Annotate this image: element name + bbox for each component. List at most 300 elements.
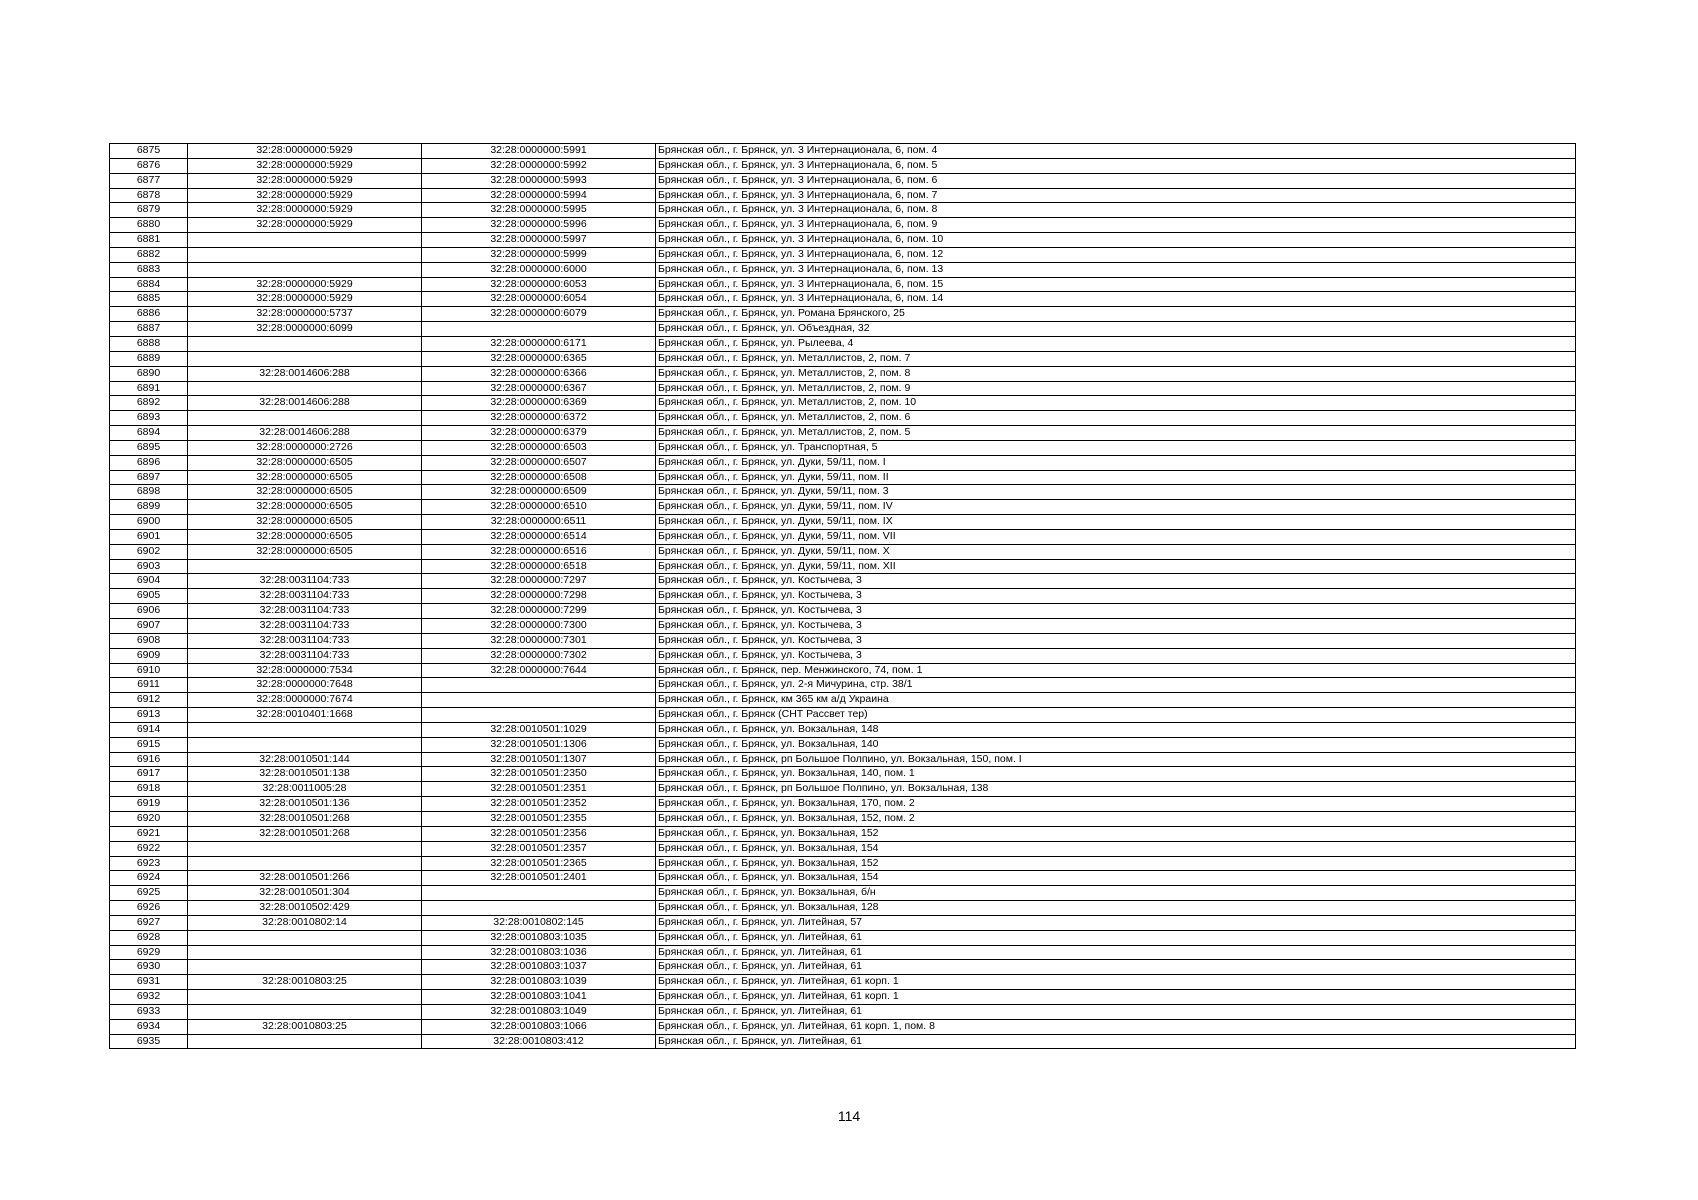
row-number-cell: 6886	[110, 307, 188, 322]
parcel-number-cell: 32:28:0000000:6505	[188, 470, 422, 485]
object-number-cell: 32:28:0000000:7644	[422, 663, 656, 678]
address-cell: Брянская обл., г. Брянск, ул. Дуки, 59/11, пом. XII	[656, 559, 1576, 574]
object-number-cell	[422, 708, 656, 723]
row-number-cell: 6906	[110, 604, 188, 619]
parcel-number-cell: 32:28:0000000:6505	[188, 529, 422, 544]
address-cell: Брянская обл., г. Брянск, ул. Металлистов, 2, пом. 9	[656, 381, 1576, 396]
object-number-cell: 32:28:0000000:5993	[422, 173, 656, 188]
row-number-cell: 6905	[110, 589, 188, 604]
address-cell: Брянская обл., г. Брянск, ул. Дуки, 59/11, пом. X	[656, 544, 1576, 559]
object-number-cell: 32:28:0000000:6511	[422, 515, 656, 530]
address-cell: Брянская обл., г. Брянск, рп Большое Полпино, ул. Вокзальная, 138	[656, 782, 1576, 797]
table-row	[110, 426, 1576, 441]
row-number-cell: 6935	[110, 1034, 188, 1049]
table-row	[110, 381, 1576, 396]
parcel-number-cell: 32:28:0031104:733	[188, 633, 422, 648]
address-cell: Брянская обл., г. Брянск, ул. Транспортная, 5	[656, 440, 1576, 455]
table-row	[110, 292, 1576, 307]
row-number-cell: 6914	[110, 722, 188, 737]
table-row	[110, 188, 1576, 203]
cadastral-table	[109, 143, 1576, 1049]
parcel-number-cell: 32:28:0000000:6505	[188, 500, 422, 515]
address-cell: Брянская обл., г. Брянск, ул. Костычева, 3	[656, 619, 1576, 634]
object-number-cell: 32:28:0010803:1041	[422, 990, 656, 1005]
parcel-number-cell: 32:28:0000000:2726	[188, 440, 422, 455]
row-number-cell: 6911	[110, 678, 188, 693]
row-number-cell: 6903	[110, 559, 188, 574]
table-row	[110, 648, 1576, 663]
object-number-cell: 32:28:0000000:6503	[422, 440, 656, 455]
object-number-cell: 32:28:0000000:6367	[422, 381, 656, 396]
table-row	[110, 693, 1576, 708]
object-number-cell: 32:28:0000000:6079	[422, 307, 656, 322]
table-row	[110, 366, 1576, 381]
object-number-cell: 32:28:0010803:1035	[422, 930, 656, 945]
page-number: 114	[837, 1108, 861, 1124]
object-number-cell: 32:28:0000000:6510	[422, 500, 656, 515]
row-number-cell: 6879	[110, 203, 188, 218]
table-row	[110, 158, 1576, 173]
address-cell: Брянская обл., г. Брянск, ул. Объездная, 32	[656, 322, 1576, 337]
parcel-number-cell: 32:28:0014606:288	[188, 396, 422, 411]
object-number-cell: 32:28:0000000:6171	[422, 336, 656, 351]
table-row	[110, 307, 1576, 322]
row-number-cell: 6896	[110, 455, 188, 470]
address-cell: Брянская обл., г. Брянск, ул. Литейная, 61	[656, 945, 1576, 960]
parcel-number-cell: 32:28:0000000:5929	[188, 218, 422, 233]
object-number-cell	[422, 693, 656, 708]
address-cell: Брянская обл., г. Брянск, ул. Вокзальная, 154	[656, 871, 1576, 886]
table-row	[110, 782, 1576, 797]
row-number-cell: 6883	[110, 262, 188, 277]
parcel-number-cell: 32:28:0000000:5737	[188, 307, 422, 322]
table-row	[110, 440, 1576, 455]
row-number-cell: 6930	[110, 960, 188, 975]
address-cell: Брянская обл., г. Брянск, км 365 км а/д Украина	[656, 693, 1576, 708]
parcel-number-cell: 32:28:0011005:28	[188, 782, 422, 797]
table-row	[110, 455, 1576, 470]
table-row	[110, 500, 1576, 515]
parcel-number-cell: 32:28:0031104:733	[188, 619, 422, 634]
table-row	[110, 144, 1576, 159]
table-row	[110, 841, 1576, 856]
address-cell: Брянская обл., г. Брянск, ул. Литейная, 61	[656, 1034, 1576, 1049]
parcel-number-cell: 32:28:0010803:25	[188, 975, 422, 990]
address-cell: Брянская обл., г. Брянск, ул. Вокзальная, б/н	[656, 886, 1576, 901]
row-number-cell: 6880	[110, 218, 188, 233]
address-cell: Брянская обл., г. Брянск, ул. 3 Интернационала, 6, пом. 12	[656, 247, 1576, 262]
table-row	[110, 633, 1576, 648]
table-row	[110, 871, 1576, 886]
object-number-cell: 32:28:0000000:7299	[422, 604, 656, 619]
parcel-number-cell	[188, 559, 422, 574]
row-number-cell: 6889	[110, 351, 188, 366]
table-row	[110, 663, 1576, 678]
row-number-cell: 6882	[110, 247, 188, 262]
address-cell: Брянская обл., г. Брянск, ул. Литейная, 61	[656, 1004, 1576, 1019]
address-cell: Брянская обл., г. Брянск, ул. 3 Интернационала, 6, пом. 13	[656, 262, 1576, 277]
row-number-cell: 6887	[110, 322, 188, 337]
address-cell: Брянская обл., г. Брянск, ул. Металлистов, 2, пом. 7	[656, 351, 1576, 366]
row-number-cell: 6923	[110, 856, 188, 871]
object-number-cell: 32:28:0000000:5994	[422, 188, 656, 203]
table-row	[110, 722, 1576, 737]
address-cell: Брянская обл., г. Брянск, ул. 3 Интернационала, 6, пом. 6	[656, 173, 1576, 188]
table-row	[110, 811, 1576, 826]
row-number-cell: 6917	[110, 767, 188, 782]
parcel-number-cell: 32:28:0000000:5929	[188, 188, 422, 203]
row-number-cell: 6933	[110, 1004, 188, 1019]
row-number-cell: 6921	[110, 826, 188, 841]
table-row	[110, 559, 1576, 574]
parcel-number-cell	[188, 247, 422, 262]
object-number-cell: 32:28:0010501:1306	[422, 737, 656, 752]
parcel-number-cell	[188, 1004, 422, 1019]
row-number-cell: 6926	[110, 901, 188, 916]
address-cell: Брянская обл., г. Брянск, ул. Костычева, 3	[656, 604, 1576, 619]
parcel-number-cell: 32:28:0014606:288	[188, 366, 422, 381]
object-number-cell: 32:28:0000000:5997	[422, 233, 656, 248]
parcel-number-cell: 32:28:0010401:1668	[188, 708, 422, 723]
object-number-cell: 32:28:0010501:2356	[422, 826, 656, 841]
row-number-cell: 6909	[110, 648, 188, 663]
row-number-cell: 6878	[110, 188, 188, 203]
parcel-number-cell	[188, 960, 422, 975]
object-number-cell: 32:28:0000000:6000	[422, 262, 656, 277]
parcel-number-cell: 32:28:0031104:733	[188, 574, 422, 589]
parcel-number-cell	[188, 262, 422, 277]
parcel-number-cell	[188, 722, 422, 737]
parcel-number-cell	[188, 930, 422, 945]
address-cell: Брянская обл., г. Брянск, ул. Вокзальная, 154	[656, 841, 1576, 856]
object-number-cell: 32:28:0000000:5995	[422, 203, 656, 218]
cadastral-table-container	[109, 143, 1576, 1049]
row-number-cell: 6888	[110, 336, 188, 351]
object-number-cell: 32:28:0010501:2357	[422, 841, 656, 856]
row-number-cell: 6925	[110, 886, 188, 901]
table-row	[110, 233, 1576, 248]
row-number-cell: 6892	[110, 396, 188, 411]
parcel-number-cell	[188, 990, 422, 1005]
address-cell: Брянская обл., г. Брянск, пер. Менжинского, 74, пом. 1	[656, 663, 1576, 678]
parcel-number-cell: 32:28:0000000:6099	[188, 322, 422, 337]
object-number-cell: 32:28:0000000:6514	[422, 529, 656, 544]
object-number-cell: 32:28:0010501:1307	[422, 752, 656, 767]
parcel-number-cell	[188, 233, 422, 248]
address-cell: Брянская обл., г. Брянск, ул. Дуки, 59/11, пом. I	[656, 455, 1576, 470]
parcel-number-cell: 32:28:0000000:5929	[188, 173, 422, 188]
object-number-cell	[422, 678, 656, 693]
row-number-cell: 6915	[110, 737, 188, 752]
table-body	[110, 144, 1576, 1049]
object-number-cell: 32:28:0000000:5999	[422, 247, 656, 262]
object-number-cell: 32:28:0000000:6379	[422, 426, 656, 441]
row-number-cell: 6904	[110, 574, 188, 589]
row-number-cell: 6912	[110, 693, 188, 708]
table-row	[110, 544, 1576, 559]
table-row	[110, 975, 1576, 990]
row-number-cell: 6928	[110, 930, 188, 945]
address-cell: Брянская обл., г. Брянск (СНТ Рассвет тер)	[656, 708, 1576, 723]
address-cell: Брянская обл., г. Брянск, ул. Вокзальная, 128	[656, 901, 1576, 916]
row-number-cell: 6897	[110, 470, 188, 485]
parcel-number-cell: 32:28:0000000:5929	[188, 203, 422, 218]
parcel-number-cell: 32:28:0000000:5929	[188, 144, 422, 159]
table-row	[110, 604, 1576, 619]
table-row	[110, 1019, 1576, 1034]
parcel-number-cell: 32:28:0031104:733	[188, 589, 422, 604]
row-number-cell: 6919	[110, 797, 188, 812]
object-number-cell: 32:28:0010803:412	[422, 1034, 656, 1049]
object-number-cell: 32:28:0000000:5992	[422, 158, 656, 173]
table-row	[110, 529, 1576, 544]
table-row	[110, 485, 1576, 500]
address-cell: Брянская обл., г. Брянск, ул. Костычева, 3	[656, 648, 1576, 663]
object-number-cell: 32:28:0000000:6372	[422, 411, 656, 426]
object-number-cell: 32:28:0010501:2401	[422, 871, 656, 886]
parcel-number-cell	[188, 381, 422, 396]
address-cell: Брянская обл., г. Брянск, ул. Металлистов, 2, пом. 5	[656, 426, 1576, 441]
parcel-number-cell	[188, 411, 422, 426]
table-row	[110, 708, 1576, 723]
address-cell: Брянская обл., г. Брянск, ул. Дуки, 59/11, пом. IX	[656, 515, 1576, 530]
address-cell: Брянская обл., г. Брянск, ул. 3 Интернационала, 6, пом. 10	[656, 233, 1576, 248]
table-row	[110, 915, 1576, 930]
address-cell: Брянская обл., г. Брянск, ул. 3 Интернационала, 6, пом. 7	[656, 188, 1576, 203]
table-row	[110, 678, 1576, 693]
address-cell: Брянская обл., г. Брянск, ул. Литейная, 61 корп. 1	[656, 990, 1576, 1005]
object-number-cell: 32:28:0000000:6054	[422, 292, 656, 307]
row-number-cell: 6893	[110, 411, 188, 426]
parcel-number-cell: 32:28:0000000:5929	[188, 277, 422, 292]
parcel-number-cell: 32:28:0014606:288	[188, 426, 422, 441]
address-cell: Брянская обл., г. Брянск, ул. Вокзальная, 152	[656, 826, 1576, 841]
parcel-number-cell: 32:28:0000000:5929	[188, 158, 422, 173]
row-number-cell: 6922	[110, 841, 188, 856]
address-cell: Брянская обл., г. Брянск, ул. Вокзальная, 148	[656, 722, 1576, 737]
parcel-number-cell: 32:28:0000000:6505	[188, 544, 422, 559]
row-number-cell: 6900	[110, 515, 188, 530]
row-number-cell: 6884	[110, 277, 188, 292]
address-cell: Брянская обл., г. Брянск, ул. Металлистов, 2, пом. 10	[656, 396, 1576, 411]
parcel-number-cell: 32:28:0000000:7648	[188, 678, 422, 693]
row-number-cell: 6927	[110, 915, 188, 930]
row-number-cell: 6934	[110, 1019, 188, 1034]
object-number-cell: 32:28:0000000:7300	[422, 619, 656, 634]
object-number-cell: 32:28:0000000:6366	[422, 366, 656, 381]
row-number-cell: 6875	[110, 144, 188, 159]
table-row	[110, 901, 1576, 916]
row-number-cell: 6901	[110, 529, 188, 544]
table-row	[110, 589, 1576, 604]
address-cell: Брянская обл., г. Брянск, ул. 3 Интернационала, 6, пом. 5	[656, 158, 1576, 173]
address-cell: Брянская обл., г. Брянск, ул. Костычева, 3	[656, 574, 1576, 589]
row-number-cell: 6924	[110, 871, 188, 886]
object-number-cell: 32:28:0000000:6509	[422, 485, 656, 500]
object-number-cell: 32:28:0000000:7301	[422, 633, 656, 648]
object-number-cell: 32:28:0010803:1066	[422, 1019, 656, 1034]
table-row	[110, 886, 1576, 901]
table-row	[110, 247, 1576, 262]
address-cell: Брянская обл., г. Брянск, ул. Дуки, 59/11, пом. IV	[656, 500, 1576, 515]
address-cell: Брянская обл., г. Брянск, ул. Костычева, 3	[656, 633, 1576, 648]
object-number-cell: 32:28:0010803:1036	[422, 945, 656, 960]
table-row	[110, 930, 1576, 945]
table-row	[110, 826, 1576, 841]
object-number-cell: 32:28:0010501:2352	[422, 797, 656, 812]
address-cell: Брянская обл., г. Брянск, ул. Рылеева, 4	[656, 336, 1576, 351]
parcel-number-cell: 32:28:0000000:7674	[188, 693, 422, 708]
object-number-cell: 32:28:0010501:2355	[422, 811, 656, 826]
parcel-number-cell: 32:28:0010501:304	[188, 886, 422, 901]
parcel-number-cell: 32:28:0000000:6505	[188, 455, 422, 470]
parcel-number-cell: 32:28:0000000:5929	[188, 292, 422, 307]
object-number-cell: 32:28:0010803:1039	[422, 975, 656, 990]
row-number-cell: 6916	[110, 752, 188, 767]
address-cell: Брянская обл., г. Брянск, ул. Костычева, 3	[656, 589, 1576, 604]
table-row	[110, 336, 1576, 351]
row-number-cell: 6881	[110, 233, 188, 248]
row-number-cell: 6891	[110, 381, 188, 396]
object-number-cell: 32:28:0010802:145	[422, 915, 656, 930]
parcel-number-cell: 32:28:0010501:136	[188, 797, 422, 812]
object-number-cell: 32:28:0000000:7302	[422, 648, 656, 663]
parcel-number-cell: 32:28:0031104:733	[188, 604, 422, 619]
object-number-cell	[422, 322, 656, 337]
row-number-cell: 6877	[110, 173, 188, 188]
table-row	[110, 515, 1576, 530]
table-row	[110, 945, 1576, 960]
parcel-number-cell: 32:28:0010502:429	[188, 901, 422, 916]
address-cell: Брянская обл., г. Брянск, ул. Вокзальная, 152	[656, 856, 1576, 871]
row-number-cell: 6920	[110, 811, 188, 826]
table-row	[110, 322, 1576, 337]
address-cell: Брянская обл., г. Брянск, ул. Вокзальная, 140, пом. 1	[656, 767, 1576, 782]
object-number-cell: 32:28:0000000:6369	[422, 396, 656, 411]
address-cell: Брянская обл., г. Брянск, ул. Литейная, 61	[656, 960, 1576, 975]
table-row	[110, 960, 1576, 975]
address-cell: Брянская обл., г. Брянск, ул. 3 Интернационала, 6, пом. 14	[656, 292, 1576, 307]
parcel-number-cell: 32:28:0000000:6505	[188, 485, 422, 500]
table-row	[110, 470, 1576, 485]
table-row	[110, 396, 1576, 411]
row-number-cell: 6895	[110, 440, 188, 455]
parcel-number-cell: 32:28:0010501:268	[188, 826, 422, 841]
row-number-cell: 6931	[110, 975, 188, 990]
address-cell: Брянская обл., г. Брянск, ул. 3 Интернационала, 6, пом. 4	[656, 144, 1576, 159]
table-row	[110, 752, 1576, 767]
row-number-cell: 6913	[110, 708, 188, 723]
object-number-cell: 32:28:0010803:1049	[422, 1004, 656, 1019]
parcel-number-cell: 32:28:0031104:733	[188, 648, 422, 663]
address-cell: Брянская обл., г. Брянск, ул. Вокзальная, 140	[656, 737, 1576, 752]
address-cell: Брянская обл., г. Брянск, ул. Вокзальная, 152, пом. 2	[656, 811, 1576, 826]
parcel-number-cell: 32:28:0010803:25	[188, 1019, 422, 1034]
parcel-number-cell: 32:28:0000000:6505	[188, 515, 422, 530]
address-cell: Брянская обл., г. Брянск, ул. Дуки, 59/11, пом. 3	[656, 485, 1576, 500]
address-cell: Брянская обл., г. Брянск, ул. 3 Интернационала, 6, пом. 8	[656, 203, 1576, 218]
object-number-cell: 32:28:0010501:2350	[422, 767, 656, 782]
object-number-cell: 32:28:0000000:5991	[422, 144, 656, 159]
address-cell: Брянская обл., г. Брянск, ул. 2-я Мичурина, стр. 38/1	[656, 678, 1576, 693]
address-cell: Брянская обл., г. Брянск, ул. Дуки, 59/11, пом. VII	[656, 529, 1576, 544]
parcel-number-cell: 32:28:0010501:268	[188, 811, 422, 826]
address-cell: Брянская обл., г. Брянск, ул. Литейная, 61	[656, 930, 1576, 945]
object-number-cell: 32:28:0000000:6508	[422, 470, 656, 485]
row-number-cell: 6902	[110, 544, 188, 559]
table-row	[110, 856, 1576, 871]
object-number-cell	[422, 901, 656, 916]
parcel-number-cell	[188, 336, 422, 351]
row-number-cell: 6898	[110, 485, 188, 500]
parcel-number-cell	[188, 841, 422, 856]
address-cell: Брянская обл., г. Брянск, ул. Металлистов, 2, пом. 8	[656, 366, 1576, 381]
object-number-cell: 32:28:0000000:7298	[422, 589, 656, 604]
table-row	[110, 262, 1576, 277]
table-row	[110, 767, 1576, 782]
parcel-number-cell	[188, 856, 422, 871]
table-row	[110, 411, 1576, 426]
address-cell: Брянская обл., г. Брянск, рп Большое Полпино, ул. Вокзальная, 150, пом. I	[656, 752, 1576, 767]
table-row	[110, 277, 1576, 292]
object-number-cell	[422, 886, 656, 901]
table-row	[110, 574, 1576, 589]
table-row	[110, 1034, 1576, 1049]
row-number-cell: 6910	[110, 663, 188, 678]
table-row	[110, 173, 1576, 188]
row-number-cell: 6890	[110, 366, 188, 381]
address-cell: Брянская обл., г. Брянск, ул. Литейная, 61 корп. 1	[656, 975, 1576, 990]
row-number-cell: 6908	[110, 633, 188, 648]
address-cell: Брянская обл., г. Брянск, ул. Вокзальная, 170, пом. 2	[656, 797, 1576, 812]
row-number-cell: 6899	[110, 500, 188, 515]
object-number-cell: 32:28:0010501:2365	[422, 856, 656, 871]
object-number-cell: 32:28:0000000:5996	[422, 218, 656, 233]
row-number-cell: 6885	[110, 292, 188, 307]
parcel-number-cell	[188, 737, 422, 752]
address-cell: Брянская обл., г. Брянск, ул. Литейная, 57	[656, 915, 1576, 930]
row-number-cell: 6932	[110, 990, 188, 1005]
table-row	[110, 737, 1576, 752]
object-number-cell: 32:28:0000000:7297	[422, 574, 656, 589]
object-number-cell: 32:28:0010803:1037	[422, 960, 656, 975]
table-row	[110, 351, 1576, 366]
table-row	[110, 218, 1576, 233]
table-row	[110, 203, 1576, 218]
parcel-number-cell	[188, 1034, 422, 1049]
row-number-cell: 6907	[110, 619, 188, 634]
object-number-cell: 32:28:0000000:6507	[422, 455, 656, 470]
object-number-cell: 32:28:0000000:6365	[422, 351, 656, 366]
address-cell: Брянская обл., г. Брянск, ул. Металлистов, 2, пом. 6	[656, 411, 1576, 426]
address-cell: Брянская обл., г. Брянск, ул. Романа Брянского, 25	[656, 307, 1576, 322]
address-cell: Брянская обл., г. Брянск, ул. Дуки, 59/11, пом. II	[656, 470, 1576, 485]
object-number-cell: 32:28:0010501:2351	[422, 782, 656, 797]
object-number-cell: 32:28:0000000:6518	[422, 559, 656, 574]
row-number-cell: 6929	[110, 945, 188, 960]
object-number-cell: 32:28:0000000:6516	[422, 544, 656, 559]
parcel-number-cell: 32:28:0010501:144	[188, 752, 422, 767]
address-cell: Брянская обл., г. Брянск, ул. Литейная, 61 корп. 1, пом. 8	[656, 1019, 1576, 1034]
address-cell: Брянская обл., г. Брянск, ул. 3 Интернационала, 6, пом. 9	[656, 218, 1576, 233]
parcel-number-cell	[188, 351, 422, 366]
row-number-cell: 6894	[110, 426, 188, 441]
parcel-number-cell: 32:28:0010802:14	[188, 915, 422, 930]
parcel-number-cell: 32:28:0010501:138	[188, 767, 422, 782]
parcel-number-cell: 32:28:0000000:7534	[188, 663, 422, 678]
table-row	[110, 990, 1576, 1005]
parcel-number-cell	[188, 945, 422, 960]
